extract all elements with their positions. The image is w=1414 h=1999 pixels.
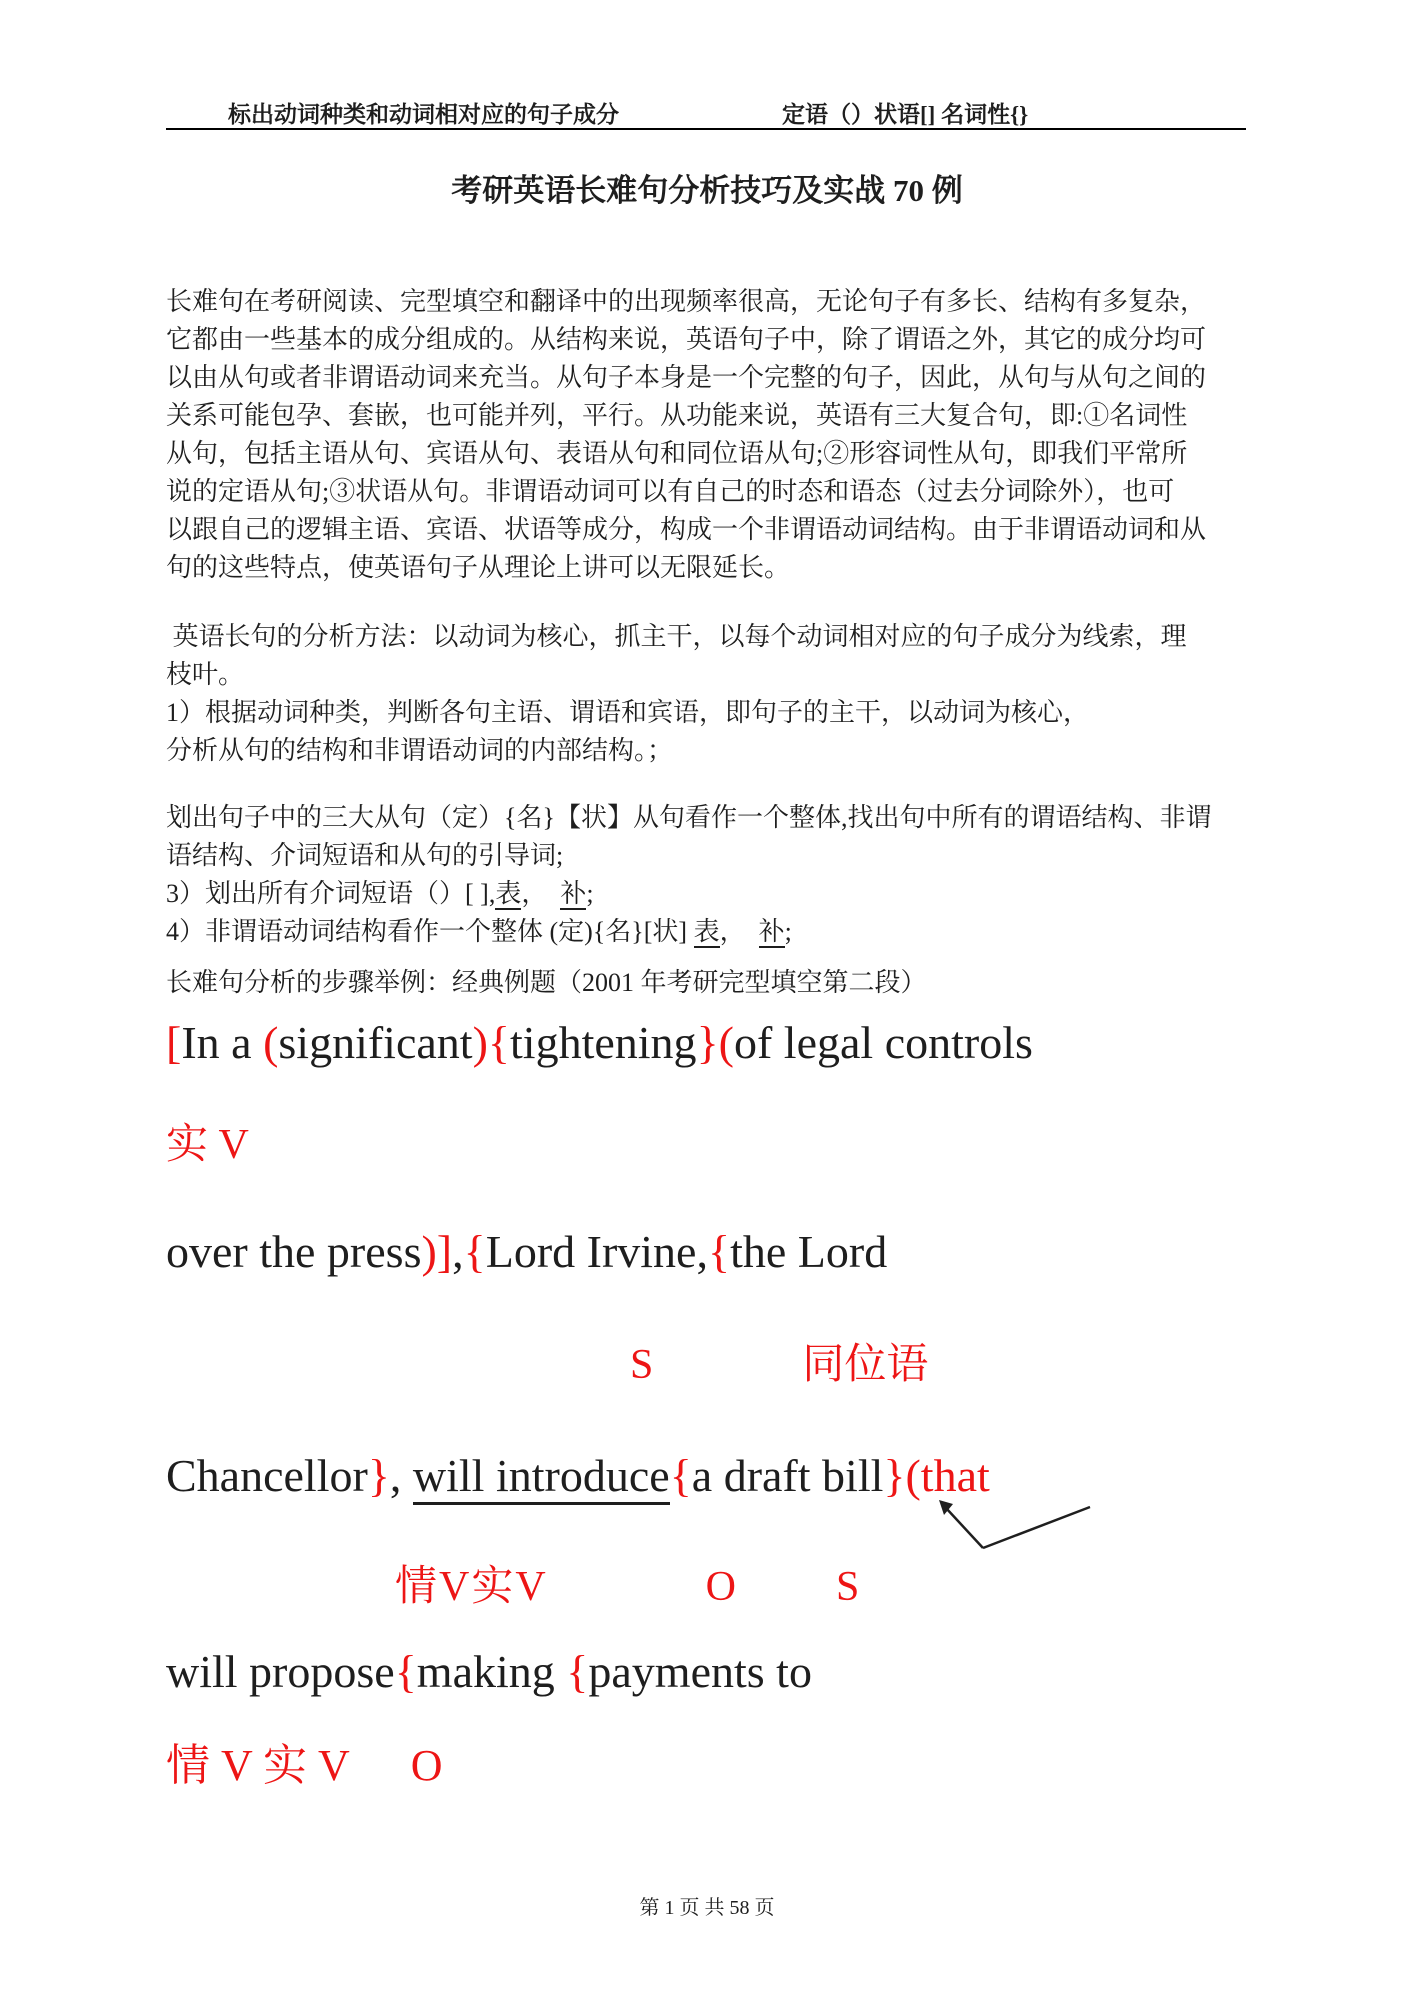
text-segment: ; [784, 917, 792, 946]
text-segment: of legal controls [733, 1017, 1033, 1068]
text-segment: , [452, 1226, 464, 1277]
method-line: 枝叶。 [166, 660, 245, 689]
text-segment: )] [421, 1226, 453, 1277]
method-line: 英语长句的分析方法：以动词为核心，抓主干，以每个动词相对应的句子成分为线索，理 [166, 622, 1187, 651]
text-segment: will introduce [413, 1450, 670, 1505]
text-segment: ， [719, 917, 759, 946]
header-rule [166, 128, 1246, 130]
text-segment: will propose [166, 1646, 395, 1697]
text-segment: 补 [758, 917, 785, 946]
text-segment: 实 V [166, 1122, 249, 1168]
text-segment: O [410, 1741, 443, 1790]
text-segment: payments to [588, 1646, 812, 1697]
intro-line: 从句，包括主语从句、宾语从句、表语从句和同位语从句;②形容词性从句，即我们平常所 [166, 439, 1188, 468]
intro-line: 说的定语从句;③状语从句。非谓语动词可以有自己的时态和语态（过去分词除外），也可 [166, 477, 1175, 506]
text-segment: S [630, 1342, 654, 1388]
intro-line: 以由从句或者非谓语动词来充当。从句子本身是一个完整的句子，因此，从句与从句之间的 [166, 363, 1207, 392]
text-segment: } [367, 1450, 390, 1501]
text-segment: { [669, 1450, 692, 1501]
text-segment: ( [718, 1017, 734, 1068]
intro-line: 长难句在考研阅读、完型填空和翻译中的出现频率很高，无论句子有多长、结构有多复杂， [166, 287, 1207, 316]
text-segment: significant [278, 1017, 473, 1068]
text-segment: ， [521, 879, 561, 908]
annotation-qingv-shiv-o [166, 1740, 443, 1793]
example-line-4 [166, 1644, 812, 1699]
text-segment: 同位语 [802, 1342, 929, 1388]
steps-paragraph [166, 799, 1248, 951]
text-segment: 表 [693, 917, 720, 946]
text-segment: O [705, 1564, 737, 1610]
text-segment: } [883, 1450, 906, 1501]
text-segment: tightening [510, 1017, 697, 1068]
text-segment: ; [586, 879, 594, 908]
text-segment: 补 [560, 879, 587, 908]
text-segment: 情 V 实 V [166, 1741, 350, 1790]
header-left-text: 标出动词种类和动词相对应的句子成分 [228, 102, 619, 127]
text-segment: ) [472, 1017, 488, 1068]
text-segment: 3）划出所有介词短语（）[ ], [166, 879, 496, 908]
text-segment: 情V实V [395, 1564, 548, 1610]
footer-page-number: 第 1 页 共 58 页 [639, 1897, 775, 1919]
text-segment: (that [905, 1450, 990, 1501]
intro-line: 关系可能包孕、套嵌，也可能并列，平行。从功能来说，英语有三大复合句，即:①名词性 [166, 401, 1188, 430]
text-segment: } [696, 1017, 719, 1068]
step4-line [166, 913, 1248, 951]
text-segment: over the press [166, 1226, 422, 1277]
relative-clause-arrow [926, 1493, 1106, 1559]
text-segment: ( [263, 1017, 279, 1068]
step1-line: 1）根据动词种类，判断各句主语、谓语和宾语，即句子的主干，以动词为核心， [166, 698, 1090, 727]
example-line-1 [166, 1015, 1033, 1070]
intro-line: 句的这些特点，使英语句子从理论上讲可以无限延长。 [166, 553, 791, 582]
text-segment: { [487, 1017, 511, 1068]
header-right-text: 定语（）状语[] 名词性{} [782, 102, 1029, 127]
text-segment: [ [166, 1017, 182, 1068]
example-caption: 长难句分析的步骤举例：经典例题（2001 年考研完型填空第二段） [166, 968, 927, 997]
example-line-2 [166, 1224, 887, 1279]
text-segment: 4）非谓语动词结构看作一个整体 (定){名}[状] [166, 917, 694, 946]
text-segment: Chancellor [166, 1450, 368, 1501]
page-title: 考研英语长难句分析技巧及实战 70 例 [451, 173, 963, 208]
annotation-qingv-shiv-o-s [166, 1562, 859, 1612]
annotation-subject-apposition [166, 1340, 928, 1390]
text-segment: a draft bill [691, 1450, 884, 1501]
text-segment: S [836, 1564, 860, 1610]
step1-paragraph [166, 694, 1248, 770]
annotation-shi-v [166, 1120, 249, 1170]
text-segment: , [389, 1450, 413, 1501]
intro-line: 以跟自己的逻辑主语、宾语、状语等成分，构成一个非谓语动词结构。由于非谓语动词和从 [166, 515, 1207, 544]
method-paragraph [166, 618, 1248, 694]
intro-line: 它都由一些基本的成分组成的。从结构来说，英语句子中，除了谓语之外，其它的成分均可 [166, 325, 1207, 354]
intro-paragraph [166, 283, 1248, 587]
text-segment: In a [181, 1017, 264, 1068]
step1-line: 分析从句的结构和非谓语动词的内部结构。； [166, 736, 674, 765]
step3-line [166, 875, 1248, 913]
text-segment: { [566, 1646, 589, 1697]
text-segment: Lord Irvine, [485, 1226, 708, 1277]
text-segment: { [394, 1646, 417, 1697]
text-segment: { [707, 1226, 731, 1277]
text-segment: 表 [495, 879, 522, 908]
text-segment: the Lord [730, 1226, 888, 1277]
text-segment: making [416, 1646, 567, 1697]
step2-line: 语结构、介词短语和从句的引导词; [166, 841, 564, 870]
example-line-3 [166, 1448, 990, 1503]
step2-line: 划出句子中的三大从句（定）{名}【状】从句看作一个整体,找出句中所有的谓语结构、非谓 [166, 803, 1212, 832]
text-segment: { [463, 1226, 486, 1277]
